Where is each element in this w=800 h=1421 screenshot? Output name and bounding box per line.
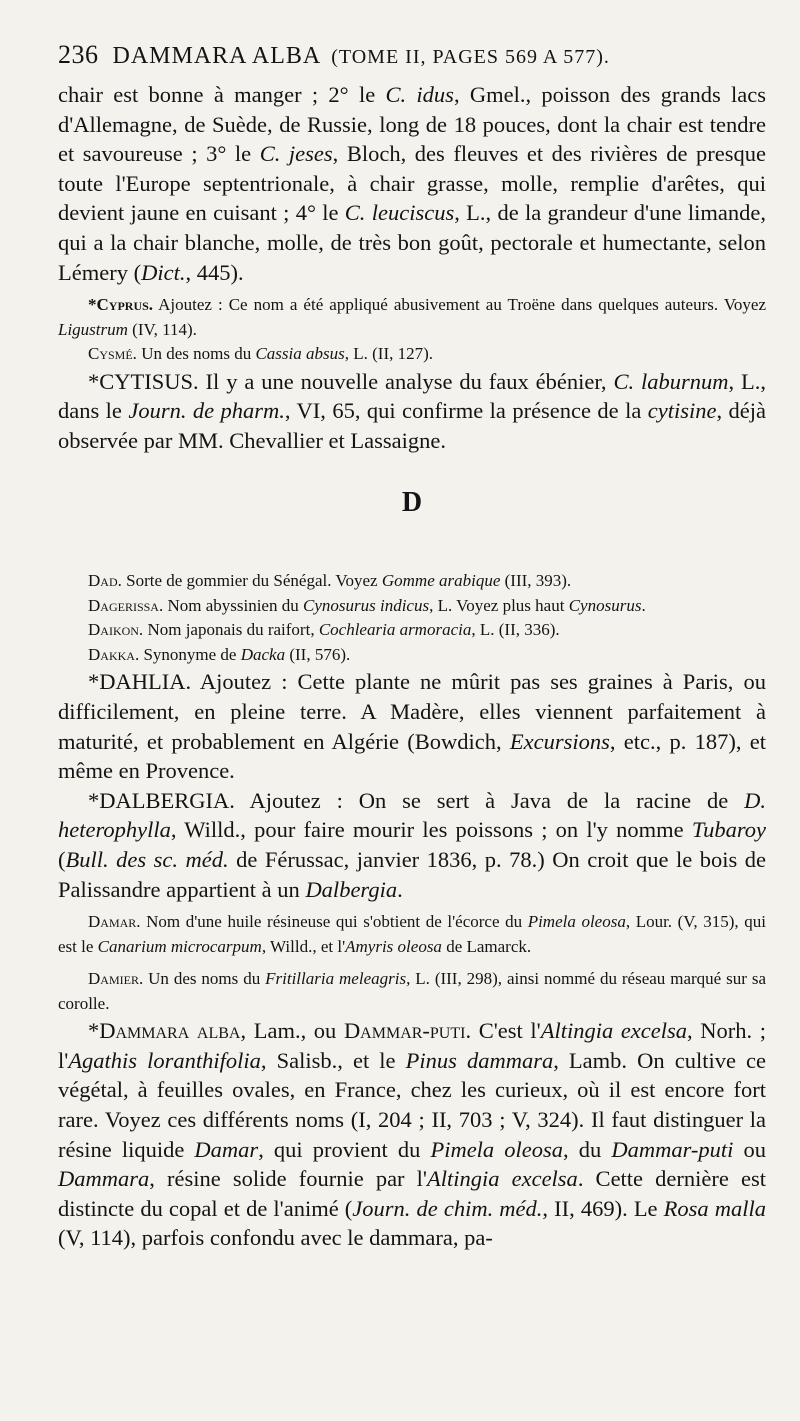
text: , etc., p. 187), et même en Provence.	[58, 728, 766, 784]
text: , 445).	[185, 259, 244, 285]
entry-dad	[58, 569, 766, 594]
entry-cysme	[58, 342, 766, 367]
text: Nom japonais du raifort,	[143, 620, 319, 640]
text: , Lamb. On cultive ce végétal, à feuilles ovales, en France, chez les curieux, où il est encore fort rare. Voyez ces différents noms (I, 204 ; II, 703 ; V, 324). Il faut distinguer la résine liquide	[58, 1047, 766, 1162]
text: , Lam., ou	[240, 1018, 344, 1044]
text: , II, 469). Le	[542, 1195, 664, 1221]
text: Ajoutez : Cette plante ne mûrit pas ses graines à Paris, ou difficilement, en pleine terre. A Madère, elles viennent parfaitement à maturité, et probablement en Algérie (Bowdich,	[58, 669, 766, 754]
text: Nom d'une huile résineuse qui s'obtient de l'écorce du	[140, 912, 528, 932]
entry-headword: *DAHLIA.	[88, 669, 192, 695]
text: (II, 576).	[285, 644, 351, 664]
entry-headword: Daikon.	[88, 620, 144, 640]
entry-dammara-alba	[58, 1016, 766, 1253]
entry-cytisus	[58, 367, 766, 456]
text: (	[58, 847, 66, 872]
species-name: C. idus	[385, 82, 454, 107]
cross-reference: Cynosurus	[568, 595, 642, 615]
entry-headword-alt: Dammar-puti	[343, 1018, 466, 1044]
text: . Cette dernière est distincte du copal et de l'animé (	[58, 1166, 766, 1221]
entry-damier	[58, 967, 766, 1016]
species-name: C. jeses	[259, 141, 333, 167]
reference-title: Bull. des sc. méd.	[65, 847, 229, 872]
section-letter: D	[401, 487, 423, 519]
text: Un des noms du	[143, 969, 266, 989]
text: , Willd., et l'	[261, 936, 346, 956]
text: (V, 114), parfois confondu avec le dammara, pa-	[58, 1225, 493, 1251]
species-name: Altingia excelsa	[540, 1018, 688, 1044]
text: Ajoutez : On se sert à Java de la racine de	[234, 787, 745, 813]
species-name: C. leuciscus	[344, 200, 455, 226]
text: . C'est l'	[465, 1018, 541, 1044]
reference-title: Journ. de chim. méd.	[352, 1195, 543, 1221]
species-name: D. heterophylla	[58, 787, 766, 843]
entry-headword: Dakka.	[88, 644, 140, 664]
species-name: Cochlearia armoracia	[318, 620, 472, 640]
text: , L. Voyez plus haut	[429, 595, 569, 615]
text: , qui provient du	[258, 1136, 431, 1162]
book-page	[58, 40, 766, 1253]
substance-name: Damar	[194, 1136, 259, 1162]
entry-headword: Dad.	[88, 571, 122, 591]
entry-headword: *DALBERGIA.	[88, 787, 235, 813]
species-name: Fritillaria meleagris	[265, 969, 407, 989]
text: Il y a une nouvelle analyse du faux ébénier,	[198, 368, 614, 394]
text: Sorte de gommier du Sénégal. Voyez	[121, 571, 382, 591]
entry-damar	[58, 910, 766, 959]
text: , Willd., pour faire mourir les poissons ; on l'y nomme	[170, 817, 692, 843]
text: (III, 393).	[500, 571, 572, 591]
substance-name: Dammara	[58, 1166, 150, 1192]
species-name: Rosa malla	[663, 1195, 766, 1221]
entry-headword: *Dammara alba	[88, 1018, 241, 1044]
cross-reference: Gomme arabique	[381, 571, 501, 591]
text: , du	[563, 1136, 612, 1162]
entry-headword: Damier.	[88, 969, 144, 989]
text: , déjà observée par MM. Chevallier et Lassaigne.	[58, 398, 767, 453]
species-name: Cynosurus indicus	[302, 595, 430, 615]
species-name: Amyris oleosa	[345, 936, 442, 956]
reference-title: Dict.	[141, 259, 186, 285]
genus-name: Dalbergia	[305, 876, 398, 902]
local-name: Tubaroy	[691, 817, 766, 843]
entry-dakka	[58, 643, 766, 668]
text: , Salisb., et le	[260, 1047, 406, 1073]
species-name: Pimela oleosa	[527, 912, 626, 932]
text: Un des noms du	[136, 344, 256, 364]
text: .	[397, 876, 403, 902]
running-header	[58, 40, 766, 80]
text: de Lamarck.	[441, 936, 532, 956]
substance-name: cytisine	[647, 398, 717, 424]
text: , L. (III, 298), ainsi nommé du réseau marqué sur sa corolle.	[58, 969, 766, 1013]
text: , Lour. (V, 315), qui est le	[58, 912, 766, 956]
entry-dagerissa	[58, 594, 766, 619]
species-name: Agathis loranthifolia	[68, 1047, 261, 1073]
text: , VI, 65, qui confirme la présence de la	[284, 398, 648, 424]
text: Nom abyssinien du	[163, 595, 303, 615]
entry-headword: *Cyprus.	[88, 295, 154, 315]
species-name: Pimela oleosa	[430, 1136, 564, 1162]
text: Ajoutez : Ce nom a été appliqué abusivement au Troëne dans quelques auteurs. Voyez	[153, 295, 766, 315]
text: .	[641, 595, 646, 615]
entry-cyprinus-continued	[58, 80, 766, 287]
text: , L., de la grandeur d'une limande, qui a la chair blanche, molle, de très bon goût, pectorale et humectante, selon Lémery (	[58, 200, 766, 285]
text: , L., dans le	[58, 368, 766, 424]
entry-headword: Dagerissa.	[88, 595, 164, 615]
species-name: C. laburnum	[613, 368, 729, 394]
entry-dahlia	[58, 667, 766, 785]
reference-title: Excursions	[509, 728, 610, 754]
reference-title: Journ. de pharm.	[128, 398, 285, 424]
running-title: DAMMARA ALBA	[112, 43, 322, 69]
text: , L. (II, 336).	[471, 620, 560, 640]
text: , L. (II, 127).	[344, 344, 434, 364]
entry-dalbergia	[58, 786, 766, 904]
cross-reference: Ligustrum	[58, 319, 128, 339]
text: chair est bonne à manger ; 2° le	[58, 82, 386, 107]
cross-reference: Dacka	[240, 644, 286, 664]
entry-headword: Cysmé.	[88, 344, 137, 364]
text: , résine solide fournie par l'	[149, 1166, 427, 1192]
substance-name: Dammar-puti	[611, 1136, 734, 1162]
entry-daikon	[58, 618, 766, 643]
text: , Bloch, des fleuves et des rivières de presque toute l'Europe septentrionale, à chair grasse, molle, remplie d'arêtes, qui devient jaune en cuisant ; 4° le	[58, 141, 766, 226]
text: (IV, 114).	[127, 319, 197, 339]
entry-cyprus	[58, 293, 766, 342]
species-name: Altingia excelsa	[426, 1166, 578, 1192]
entry-headword: *CYTISUS.	[88, 368, 199, 394]
text: Synonyme de	[139, 644, 241, 664]
species-name: Cassia absus	[255, 344, 345, 364]
species-name: Canarium microcarpum	[97, 936, 262, 956]
species-name: Pinus dammara	[405, 1047, 554, 1073]
text: , Norh. ; l'	[58, 1018, 767, 1073]
text: , Gmel., poisson des grands lacs d'Allemagne, de Suède, de Russie, long de 18 pouces, dont la chair est tendre et savoureuse ; 3° le	[58, 82, 766, 167]
text: de Férussac, janvier 1836, p. 78.) On croit que le bois de Palissandre appartient à un	[58, 847, 767, 902]
page-number: 236	[58, 40, 99, 69]
text: ou	[733, 1136, 767, 1162]
entry-headword: Damar.	[88, 912, 141, 932]
running-reference: (TOME II, PAGES 569 A 577).	[331, 46, 610, 68]
